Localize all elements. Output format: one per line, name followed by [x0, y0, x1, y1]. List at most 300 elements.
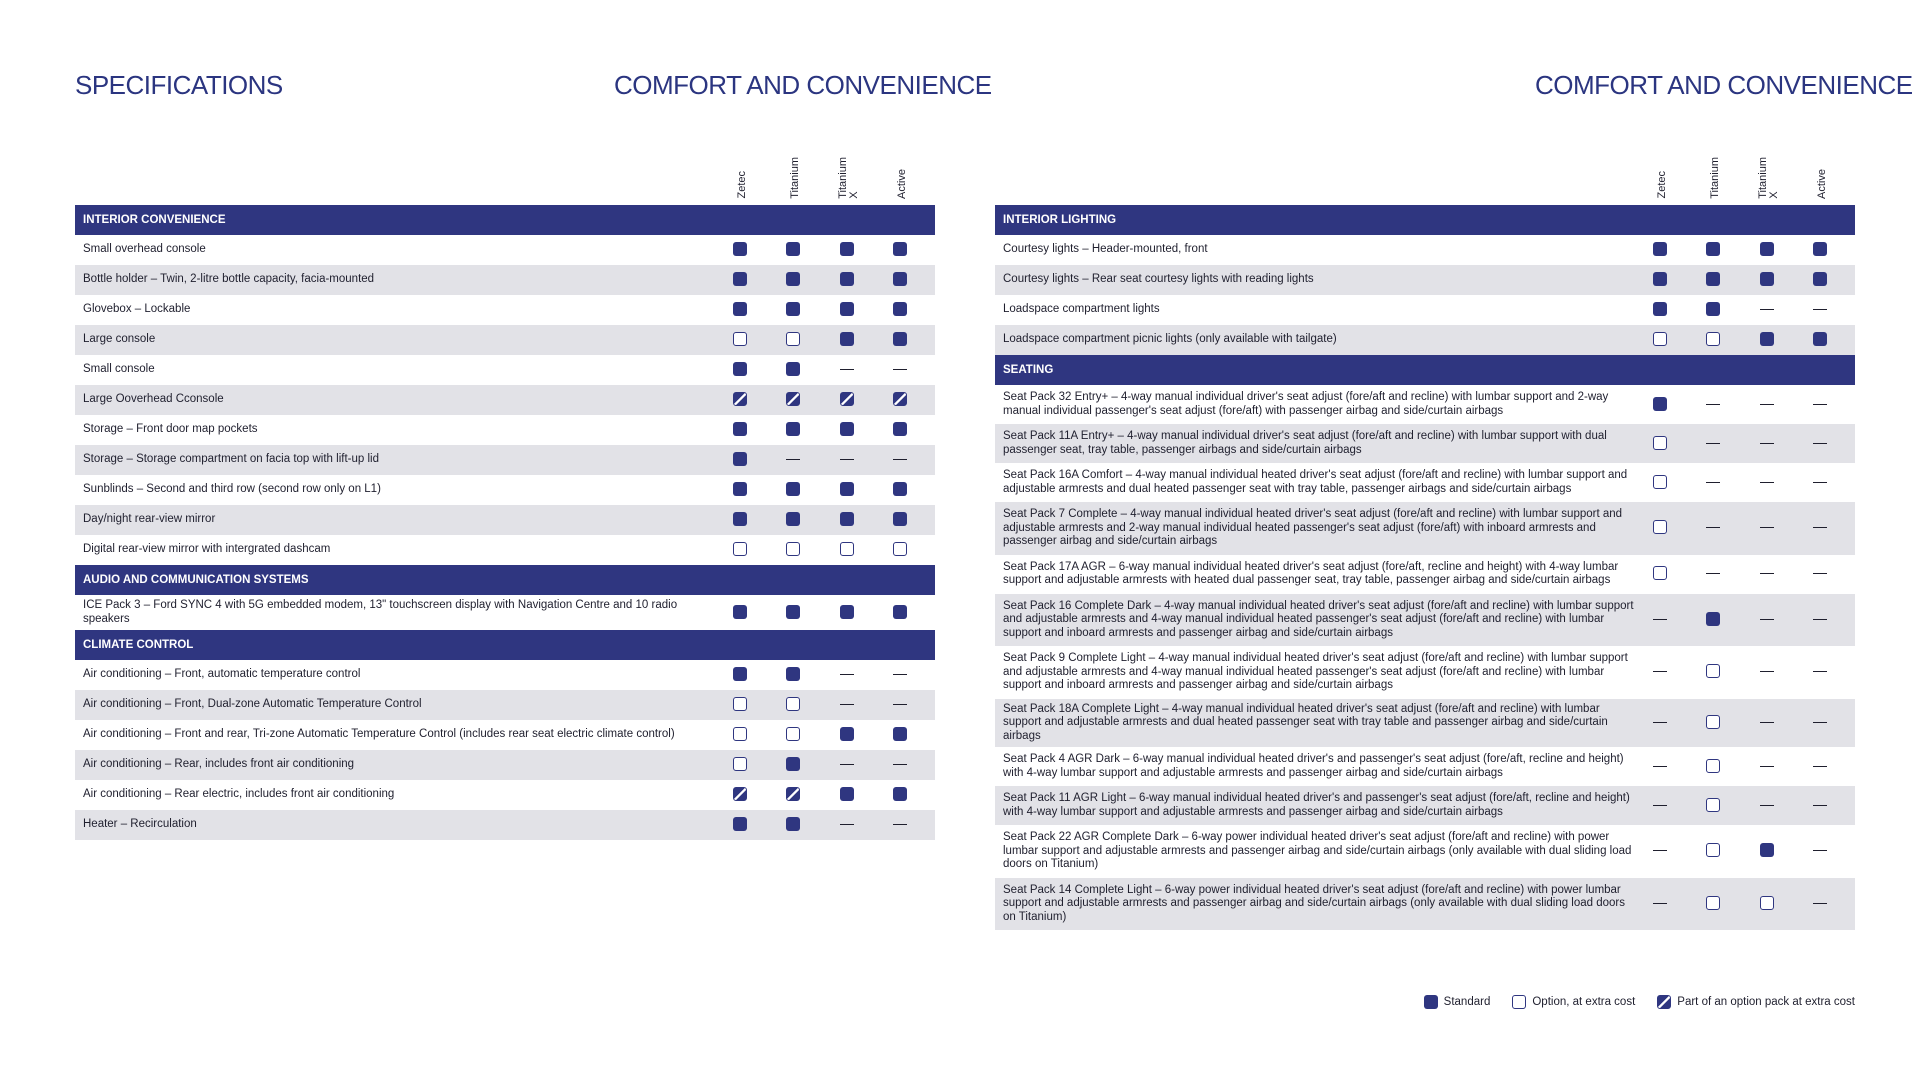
option-pack-icon [893, 392, 907, 406]
availability-cell [893, 392, 909, 408]
option-icon [893, 542, 907, 556]
not-available-icon [1813, 309, 1827, 310]
standard-icon [840, 272, 854, 286]
standard-icon [893, 787, 907, 801]
availability-cell [1760, 664, 1776, 680]
availability-cell [1653, 612, 1669, 628]
legend [1424, 995, 1855, 1009]
standard-icon [733, 272, 747, 286]
not-available-icon [1760, 671, 1774, 672]
availability-cell [840, 542, 856, 558]
availability-cell [1813, 272, 1829, 288]
not-available-icon [840, 704, 854, 705]
availability-cell [1760, 715, 1776, 731]
not-available-icon [1706, 527, 1720, 528]
table-row [75, 595, 935, 630]
option-pack-icon [733, 787, 747, 801]
table-row [995, 555, 1855, 594]
availability-cell [840, 452, 856, 468]
feature-label: Seat Pack 17A AGR – 6-way manual individual heated driver's seat adjust (fore/aft, recline and height) with 4-way lumbar support and adjustable armrests with heated dual passenger seat, tray table, passenger airbag and side/curtain airbags [1003, 560, 1619, 586]
not-available-icon [840, 764, 854, 765]
standard-icon [1653, 242, 1667, 256]
availability-cell [840, 727, 856, 743]
standard-icon [1424, 995, 1438, 1009]
standard-icon [1653, 397, 1667, 411]
not-available-icon [1760, 404, 1774, 405]
availability-cell [1653, 397, 1669, 413]
availability-cell [893, 727, 909, 743]
feature-label: Seat Pack 18A Complete Light – 4-way manual individual heated driver's seat adjust (fore/aft and recline) with lumbar support and adjustable armrests and dual heated passenger seat with tray table and passenger airbag and side/curtain airbags [1003, 702, 1608, 742]
availability-cell [893, 542, 909, 558]
standard-icon [893, 332, 907, 346]
availability-cell [1813, 798, 1829, 814]
availability-cell [1813, 302, 1829, 318]
standard-icon [893, 512, 907, 526]
availability-cell [1813, 759, 1829, 775]
table-row [75, 720, 935, 750]
standard-icon [733, 362, 747, 376]
column-header-zetec: Zetec [1655, 171, 1668, 199]
availability-cell [786, 667, 802, 683]
availability-cell [1706, 715, 1722, 731]
not-available-icon [893, 459, 907, 460]
feature-label: Bottle holder – Twin, 2-litre bottle capacity, facia-mounted [83, 273, 375, 286]
availability-cell [1653, 715, 1669, 731]
not-available-icon [1760, 766, 1774, 767]
availability-cell [893, 332, 909, 348]
availability-cell [786, 302, 802, 318]
section-header: CLIMATE CONTROL [75, 630, 935, 660]
standard-icon [1653, 272, 1667, 286]
availability-cell [786, 242, 802, 258]
not-available-icon [1653, 903, 1667, 904]
availability-cell [1653, 664, 1669, 680]
not-available-icon [1813, 805, 1827, 806]
option-icon [1706, 798, 1720, 812]
availability-cell [733, 817, 749, 833]
column-header-titanium: Titanium [788, 157, 801, 199]
option-icon [1653, 566, 1667, 580]
standard-icon [733, 422, 747, 436]
standard-icon [1706, 612, 1720, 626]
not-available-icon [1760, 619, 1774, 620]
availability-cell [840, 272, 856, 288]
availability-cell [1813, 475, 1829, 491]
standard-icon [1706, 242, 1720, 256]
availability-cell [1653, 798, 1669, 814]
availability-cell [1653, 759, 1669, 775]
option-icon [1706, 715, 1720, 729]
left-spec-table [75, 140, 935, 840]
table-row [75, 780, 935, 810]
availability-cell [840, 302, 856, 318]
availability-cell [1813, 436, 1829, 452]
availability-cell [1706, 759, 1722, 775]
availability-cell [1813, 843, 1829, 859]
not-available-icon [1653, 766, 1667, 767]
table-row [995, 502, 1855, 555]
availability-cell [893, 242, 909, 258]
standard-icon [1760, 843, 1774, 857]
availability-cell [840, 482, 856, 498]
availability-cell [1653, 242, 1669, 258]
not-available-icon [1760, 573, 1774, 574]
standard-icon [840, 787, 854, 801]
availability-cell [1813, 520, 1829, 536]
feature-label: Small overhead console [83, 243, 206, 256]
table-row [995, 265, 1855, 295]
availability-cell [733, 787, 749, 803]
availability-cell [733, 362, 749, 378]
availability-cell [1653, 332, 1669, 348]
availability-cell [1760, 436, 1776, 452]
table-row [995, 646, 1855, 699]
column-header-titanium: Titanium [1708, 157, 1721, 199]
feature-label: Seat Pack 32 Entry+ – 4-way manual individual driver's seat adjust (fore/aft and recline) with lumbar support and 2-way manual individual passenger's seat adjust (fore/aft) with passenger airbag and side/curtain airbags [1003, 391, 1609, 417]
option-icon [1653, 436, 1667, 450]
table-row [995, 385, 1855, 424]
not-available-icon [1653, 805, 1667, 806]
not-available-icon [1760, 309, 1774, 310]
not-available-icon [840, 369, 854, 370]
availability-cell [840, 667, 856, 683]
availability-cell [1760, 843, 1776, 859]
availability-cell [1706, 520, 1722, 536]
standard-icon [893, 422, 907, 436]
availability-cell [733, 302, 749, 318]
not-available-icon [840, 459, 854, 460]
availability-cell [1653, 896, 1669, 912]
feature-label: Storage – Storage compartment on facia top with lift-up lid [83, 453, 379, 466]
availability-cell [1706, 664, 1722, 680]
not-available-icon [893, 824, 907, 825]
availability-cell [840, 787, 856, 803]
availability-cell [1706, 302, 1722, 318]
availability-cell [786, 272, 802, 288]
availability-cell [893, 302, 909, 318]
not-available-icon [1813, 850, 1827, 851]
standard-icon [893, 272, 907, 286]
table-row [75, 385, 935, 415]
standard-icon [733, 512, 747, 526]
option-pack-icon [840, 392, 854, 406]
availability-cell [733, 727, 749, 743]
standard-icon [840, 332, 854, 346]
feature-label: Seat Pack 14 Complete Light – 6-way power individual heated driver's seat adjust (fore/aft and recline) with power lumbar support and adjustable armrests and passenger airbag and side/curtain airbags (only available with dual sliding load doors on Titanium) [1003, 883, 1626, 923]
not-available-icon [893, 764, 907, 765]
standard-icon [1706, 302, 1720, 316]
section-header: SEATING [995, 355, 1855, 385]
feature-label: Air conditioning – Front, automatic temperature control [83, 668, 361, 681]
table-row [75, 355, 935, 385]
availability-cell [1706, 798, 1722, 814]
availability-cell [1653, 475, 1669, 491]
availability-cell [1653, 436, 1669, 452]
option-icon [1760, 896, 1774, 910]
standard-icon [1813, 272, 1827, 286]
table-row [995, 325, 1855, 355]
table-row [75, 750, 935, 780]
standard-icon [893, 242, 907, 256]
availability-cell [840, 392, 856, 408]
availability-cell [786, 422, 802, 438]
feature-label: Heater – Recirculation [83, 818, 197, 831]
page-title: SPECIFICATIONS [75, 70, 283, 100]
availability-cell [786, 605, 802, 621]
availability-cell [733, 242, 749, 258]
availability-cell [893, 482, 909, 498]
option-pack-icon [733, 392, 747, 406]
standard-icon [786, 757, 800, 771]
option-icon [786, 727, 800, 741]
availability-cell [1760, 272, 1776, 288]
availability-cell [1760, 566, 1776, 582]
availability-cell [1813, 612, 1829, 628]
table-row [75, 505, 935, 535]
availability-cell [893, 452, 909, 468]
legend-pack: Part of an option pack at extra cost [1657, 995, 1855, 1009]
availability-cell [1653, 272, 1669, 288]
availability-cell [893, 362, 909, 378]
table-row [75, 295, 935, 325]
table-row [995, 235, 1855, 265]
standard-icon [893, 482, 907, 496]
standard-icon [893, 605, 907, 619]
option-icon [1706, 332, 1720, 346]
standard-icon [1813, 242, 1827, 256]
standard-icon [840, 242, 854, 256]
feature-label: Glovebox – Lockable [83, 303, 191, 316]
availability-cell [840, 332, 856, 348]
availability-cell [786, 727, 802, 743]
table-row [995, 825, 1855, 878]
standard-icon [1653, 302, 1667, 316]
availability-cell [840, 512, 856, 528]
availability-cell [1706, 436, 1722, 452]
feature-label: Seat Pack 16A Comfort – 4-way manual individual heated driver's seat adjust (fore/aft and recline) with lumbar support and adjustable armrests and dual heated passenger seat with tray table, passenger airbags and side/curtain airbags [1003, 469, 1628, 495]
availability-cell [786, 482, 802, 498]
standard-icon [733, 302, 747, 316]
table-row [995, 424, 1855, 463]
column-headers [995, 140, 1855, 205]
left-section-title: COMFORT AND CONVENIENCE [614, 70, 992, 100]
section-header: INTERIOR CONVENIENCE [75, 205, 935, 235]
table-row [995, 747, 1855, 786]
availability-cell [893, 605, 909, 621]
table-row [75, 235, 935, 265]
feature-label: Seat Pack 11A Entry+ – 4-way manual individual driver's seat adjust (fore/aft and recline) with lumbar support with dual passenger seat, tray table, passenger airbags and side/curtain airbags [1003, 430, 1607, 456]
standard-icon [1760, 332, 1774, 346]
standard-icon [786, 272, 800, 286]
availability-cell [786, 362, 802, 378]
feature-label: Seat Pack 22 AGR Complete Dark – 6-way power individual heated driver's seat adjust (fore/aft and recline) with power lumbar support and adjustable armrests and passenger airbag and side/curtain airbags (only available with dual sliding load doors on Titanium) [1003, 831, 1632, 870]
standard-icon [733, 817, 747, 831]
availability-cell [733, 482, 749, 498]
availability-cell [1813, 664, 1829, 680]
availability-cell [840, 757, 856, 773]
availability-cell [840, 362, 856, 378]
feature-label: Day/night rear-view mirror [83, 513, 216, 526]
table-row [75, 690, 935, 720]
table-row [75, 535, 935, 565]
standard-icon [786, 362, 800, 376]
availability-cell [1706, 843, 1722, 859]
standard-icon [733, 605, 747, 619]
availability-cell [893, 817, 909, 833]
availability-cell [1760, 798, 1776, 814]
availability-cell [1760, 242, 1776, 258]
feature-label: Air conditioning – Front and rear, Tri-zone Automatic Temperature Control (includes rear seat electric climate control) [83, 728, 675, 741]
feature-label: Large console [83, 333, 156, 346]
legend-standard: Standard [1424, 995, 1491, 1009]
not-available-icon [1706, 443, 1720, 444]
availability-cell [733, 512, 749, 528]
right-table-body [995, 205, 1855, 930]
standard-icon [840, 727, 854, 741]
standard-icon [840, 482, 854, 496]
standard-icon [786, 302, 800, 316]
option-icon [840, 542, 854, 556]
availability-cell [1653, 843, 1669, 859]
availability-cell [1760, 397, 1776, 413]
not-available-icon [1653, 671, 1667, 672]
availability-cell [786, 697, 802, 713]
option-icon [733, 332, 747, 346]
availability-cell [1760, 896, 1776, 912]
table-row [75, 660, 935, 690]
availability-cell [1760, 475, 1776, 491]
availability-cell [1706, 242, 1722, 258]
standard-icon [893, 727, 907, 741]
availability-cell [1813, 242, 1829, 258]
standard-icon [840, 422, 854, 436]
option-icon [733, 542, 747, 556]
not-available-icon [1760, 443, 1774, 444]
availability-cell [786, 787, 802, 803]
option-pack-icon [786, 787, 800, 801]
standard-icon [733, 242, 747, 256]
availability-cell [1813, 715, 1829, 731]
availability-cell [893, 512, 909, 528]
availability-cell [840, 697, 856, 713]
not-available-icon [1813, 671, 1827, 672]
standard-icon [840, 302, 854, 316]
availability-cell [786, 392, 802, 408]
table-row [75, 810, 935, 840]
availability-cell [1706, 332, 1722, 348]
standard-icon [786, 605, 800, 619]
option-icon [733, 697, 747, 711]
feature-label: Air conditioning – Rear, includes front air conditioning [83, 758, 355, 771]
not-available-icon [1653, 722, 1667, 723]
feature-label: Courtesy lights – Rear seat courtesy lights with reading lights [1003, 273, 1314, 286]
availability-cell [786, 512, 802, 528]
availability-cell [1653, 566, 1669, 582]
availability-cell [1760, 612, 1776, 628]
option-icon [1706, 759, 1720, 773]
availability-cell [893, 757, 909, 773]
feature-label: Large Ooverhead Cconsole [83, 393, 224, 406]
standard-icon [733, 667, 747, 681]
option-icon [786, 697, 800, 711]
not-available-icon [1813, 722, 1827, 723]
standard-icon [786, 422, 800, 436]
not-available-icon [1760, 482, 1774, 483]
availability-cell [1706, 896, 1722, 912]
right-spec-table [995, 140, 1855, 930]
standard-icon [786, 242, 800, 256]
feature-label: Storage – Front door map pockets [83, 423, 258, 436]
not-available-icon [893, 674, 907, 675]
availability-cell [786, 542, 802, 558]
availability-cell [733, 697, 749, 713]
availability-cell [893, 422, 909, 438]
feature-label: Loadspace compartment lights [1003, 303, 1160, 316]
not-available-icon [1760, 527, 1774, 528]
table-row [75, 265, 935, 295]
option-icon [1706, 896, 1720, 910]
standard-icon [840, 512, 854, 526]
feature-label: Sunblinds – Second and third row (second row only on L1) [83, 483, 381, 496]
not-available-icon [893, 704, 907, 705]
table-row [995, 786, 1855, 825]
feature-label: Air conditioning – Rear electric, includes front air conditioning [83, 788, 395, 801]
not-available-icon [1653, 619, 1667, 620]
column-headers [75, 140, 935, 205]
availability-cell [1706, 475, 1722, 491]
feature-label: Seat Pack 4 AGR Dark – 6-way manual individual heated driver's and passenger's seat adjust (fore/aft, recline and height) with 4-way lumbar support and adjustable armrests and passenger airbag and side/curtain airbags [1003, 753, 1624, 779]
availability-cell [893, 787, 909, 803]
not-available-icon [1760, 722, 1774, 723]
feature-label: ICE Pack 3 – Ford SYNC 4 with 5G embedded modem, 13" touchscreen display with Navigation Centre and 10 radio speakers [83, 599, 678, 625]
column-header-titanium-x: Titanium X [837, 157, 860, 199]
availability-cell [1760, 520, 1776, 536]
table-row [995, 295, 1855, 325]
standard-icon [893, 302, 907, 316]
availability-cell [840, 422, 856, 438]
table-row [995, 878, 1855, 931]
table-row [75, 445, 935, 475]
availability-cell [840, 242, 856, 258]
option-icon [733, 727, 747, 741]
availability-cell [1760, 302, 1776, 318]
standard-icon [786, 482, 800, 496]
right-section-title: COMFORT AND CONVENIENCE [1535, 70, 1913, 100]
availability-cell [1813, 332, 1829, 348]
feature-label: Seat Pack 7 Complete – 4-way manual individual heated driver's seat adjust (fore/aft and recline) with lumbar support and adjustable armrests and 2-way manual individual heated passenger's seat adjust (fore/aft) with inboard armrests and passenger airbag and side/curtain airbags [1003, 508, 1623, 547]
option-pack-icon [1657, 995, 1671, 1009]
availability-cell [1706, 397, 1722, 413]
standard-icon [733, 482, 747, 496]
not-available-icon [1706, 482, 1720, 483]
availability-cell [733, 757, 749, 773]
option-icon [733, 757, 747, 771]
table-row [995, 463, 1855, 502]
section-header: AUDIO AND COMMUNICATION SYSTEMS [75, 565, 935, 595]
table-row [995, 594, 1855, 647]
availability-cell [786, 332, 802, 348]
not-available-icon [1813, 573, 1827, 574]
availability-cell [1706, 566, 1722, 582]
standard-icon [1706, 272, 1720, 286]
standard-icon [1813, 332, 1827, 346]
availability-cell [893, 667, 909, 683]
availability-cell [1653, 302, 1669, 318]
option-icon [1706, 843, 1720, 857]
availability-cell [733, 452, 749, 468]
availability-cell [1813, 896, 1829, 912]
feature-label: Seat Pack 9 Complete Light – 4-way manual individual heated driver's seat adjust (fore/aft and recline) with lumbar support and adjustable armrests and 4-way manual individual heated passenger's seat adjust (fore/aft and recline) with lumbar support and inboard armrests and passenger airbag and side/curtain airbags [1003, 652, 1628, 691]
